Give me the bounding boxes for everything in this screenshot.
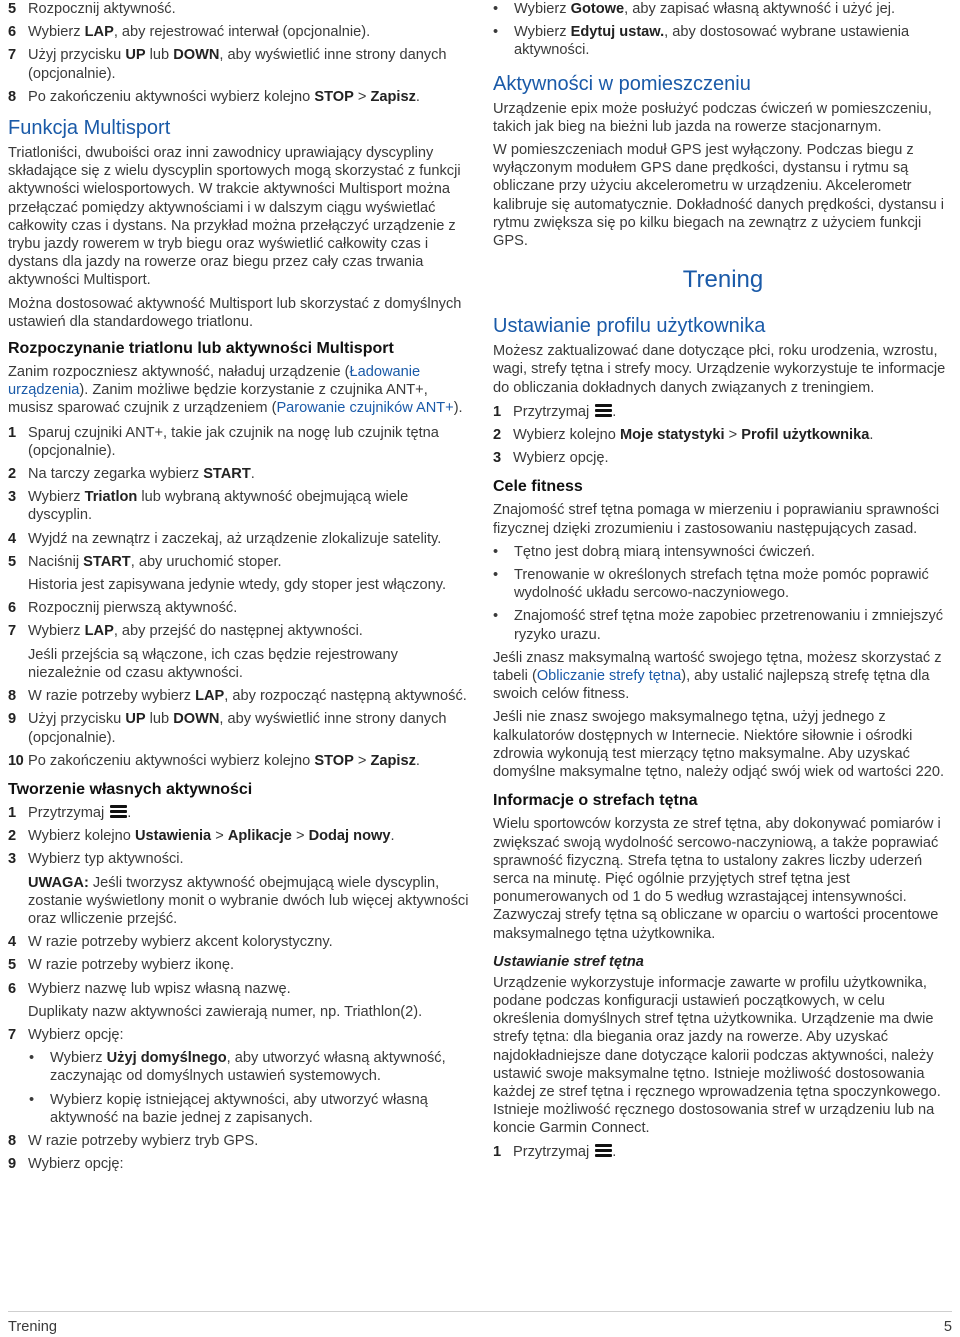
list-item: 2 Na tarczy zegarka wybierz START. (8, 466, 255, 483)
step-note: Jeśli przejścia są włączone, ich czas będzie rejestrowany niezależnie od czasu aktywności. (28, 646, 398, 681)
list-item: 7 Wybierz opcję: (8, 1026, 124, 1043)
step-note: Duplikaty nazw aktywności zawierają numer, np. Triathlon(2). (28, 1003, 423, 1020)
subsection-title-custom-activities: Tworzenie własnych aktywności (8, 780, 253, 798)
list-item: 4 W razie potrzeby wybierz akcent kolorystyczny. (8, 934, 333, 951)
bullet-item: • Trenowanie w określonych strefach tętna może pomóc poprawić wydolność układu sercowo-naczyniowego. (493, 567, 929, 602)
list-item: 2 Wybierz kolejno Ustawienia > Aplikacje > Dodaj nowy. (8, 828, 395, 845)
list-item: 6 Wybierz nazwę lub wpisz własną nazwę. (8, 980, 291, 997)
section-title-indoor: Aktywności w pomieszczeniu (493, 72, 751, 95)
list-item: 5 Naciśnij START, aby uruchomić stoper. (8, 553, 282, 570)
left-column (8, 0, 470, 1178)
footer-section: Trening (8, 1319, 57, 1335)
list-item: 8 W razie potrzeby wybierz LAP, aby rozpocząć następną aktywność. (8, 688, 467, 705)
list-item: 3 Wybierz typ aktywności. (8, 851, 184, 868)
paragraph: Wielu sportowców korzysta ze stref tętna, aby dokonywać pomiarów i zwiększać swoją wydolność sercowo-naczyniową, a także poprawiać sprawność fizyczną. Strefa tętna to ustalony zakres liczby uderzeń serca na minutę. Pięć ogólnie przyjętych stref tętna jest ponumerowanych od 1 do 5 według wzrastającej intensywności. Zazwyczaj strefy tętna są obliczane w oparciu o wartości procentowe maksymalnego tętna użytkownika. (493, 816, 941, 942)
paragraph: Urządzenie wykorzystuje informacje zawarte w profilu użytkownika, podane podczas konfiguracji ustawień początkowych, w celu określenia domyślnych stref tętna użytkownika. Urządzenie ma dwie strefy tętna: dla biegania oraz jazdy na rowerze. Aby uzyskać najdokładniejsze dane dotyczące kalorii podczas aktywności, należy ustawić swoje maksymalne tętno. Istnieje możliwość dostosowania każdej ze stref tętna i ręcznego wprowadzenia tętna spoczynkowego. Istnieje możliwość ręcznego dostosowania stref w urządzeniu lub na koncie Garmin Connect. (493, 974, 941, 1137)
subsection-title-hr-zones: Informacje o strefach tętna (493, 792, 698, 810)
list-item: 1 Przytrzymaj . (8, 804, 132, 821)
menu-icon (595, 1144, 612, 1157)
list-item: 3 Wybierz Triatlon lub wybraną aktywność obejmującą wiele dyscyplin. (8, 489, 409, 524)
step-note: Historia jest zapisywana jedynie wtedy, gdy stoper jest włączony. (28, 577, 447, 594)
bullet-item: • Wybierz Edytuj ustaw., aby dostosować wybrane ustawienia aktywności. (493, 24, 910, 59)
link-charging[interactable]: Ładowanie urządzenia (8, 364, 421, 399)
list-item: 4 Wyjdź na zewnątrz i zaczekaj, aż urządzenie zlokalizuje satelity. (8, 530, 442, 547)
list-item: 6 Rozpocznij pierwszą aktywność. (8, 600, 238, 617)
list-item: 7 Wybierz LAP, aby przejść do następnej aktywności. (8, 623, 363, 640)
paragraph: W pomieszczeniach moduł GPS jest wyłączony. Podczas biegu z wyłączonym modułem GPS dane prędkości, dystansu i rytmu są obliczane przy użyciu akcelerometru w urządzeniu. Akcelerometr kalibruje się automatycznie. Dokładność danych prędkości, dystansu i rytmu zwiększa się po kilku biegach na zewnątrz z użyciem funkcji GPS. (493, 142, 945, 250)
list-item: 5 W razie potrzeby wybierz ikonę. (8, 957, 235, 974)
menu-icon (595, 404, 612, 417)
list-item: 9 Wybierz opcję: (8, 1156, 124, 1173)
paragraph: Możesz zaktualizować dane dotyczące płci, roku urodzenia, wzrostu, wagi, strefy tętna i strefy mocy. Urządzenie wykorzystuje te informacje do obliczania dokładnych danych związanych z treningiem. (493, 343, 946, 396)
paragraph: Triatloniści, dwuboiści oraz inni zawodnicy uprawiający dyscypliny składające się z wielu dyscyplin sportowych mogą skorzystać z funkcji aktywności wielosportowych. W trakcie aktywności Multisport można przełączać pomiędzy aktywnościami i w dalszym ciągu wyświetlać całkowity czas i dystans. Na przykład można przełączyć urządzenie z trybu jazdy rowerem w tryb biegu oraz wyświetlić całkowity czas i dystans dla jazdy na rowerze oraz biegu przez cały czas trwania aktywności Multisport. (8, 145, 461, 289)
list-item: 1 Przytrzymaj . (493, 1143, 617, 1160)
paragraph: Jeśli znasz maksymalną wartość swojego tętna, możesz skorzystać z tabeli (Obliczanie strefy tętna), aby ustalić najlepszą strefę tętna dla swoich celów fitness. (493, 649, 942, 703)
link-pairing-ant[interactable]: Parowanie czujników ANT+ (276, 400, 454, 417)
list-item: 10 Po zakończeniu aktywności wybierz kolejno STOP > Zapisz. (8, 752, 420, 769)
bullet-item: • Wybierz Gotowe, aby zapisać własną aktywność i użyć jej. (493, 1, 896, 17)
triathlon-steps (8, 424, 470, 770)
bullet-item: • Wybierz kopię istniejącej aktywności, aby utworzyć własną aktywność na bazie jednej z zapisanych. (29, 1091, 428, 1126)
footer-divider (8, 1311, 952, 1312)
paragraph: Jeśli nie znasz swojego maksymalnego tętna, użyj jednego z kalkulatorów dostępnych w Internecie. Niektóre siłownie i ośrodki zdrowia wykonują test mierzący tętno maksymalne. Aby uzyskać domyślne maksymalne tętno, należy odjąć swój wiek od wartości 220. (493, 709, 944, 781)
paragraph: Urządzenie epix może posłużyć podczas ćwiczeń w pomieszczeniu, takich jak bieg na bieżni lub jazda na rowerze stacjonarnym. (493, 100, 932, 135)
list-item: 1 Przytrzymaj . (493, 403, 617, 420)
step-note: UWAGA: Jeśli tworzysz aktywność obejmującą wiele dyscyplin, zostanie wyświetlony monit o wybranie dwóch lub więcej aktywności oraz wlliczenie przejść. (28, 874, 469, 927)
paragraph: Znajomość stref tętna pomaga w mierzeniu i poprawianiu sprawności fizycznej dzięki zrozumieniu i zastosowaniu następujących zasad. (493, 502, 940, 537)
list-item: 5 Rozpocznij aktywność. (8, 1, 176, 17)
section-title-user-profile: Ustawianie profilu użytkownika (493, 315, 766, 338)
list-item: 2 Wybierz kolejno Moje statystyki > Profil użytkownika. (493, 427, 874, 444)
paragraph: Zanim rozpoczniesz aktywność, naładuj urządzenie (Ładowanie urządzenia). Zanim możliwe będzie korzystanie z czujnika ANT+, musisz sparować czujnik z urządzeniem (Parowanie czujników ANT+). (8, 364, 463, 417)
subsection-title-fitness-goals: Cele fitness (493, 478, 583, 496)
chapter-title: Trening (682, 266, 764, 294)
page-number: 5 (943, 1319, 952, 1335)
bullet-item: • Tętno jest dobrą miarą intensywności ćwiczeń. (493, 543, 815, 560)
list-item: 3 Wybierz opcję. (493, 450, 609, 467)
paragraph: Można dostosować aktywność Multisport lub skorzystać z domyślnych ustawień dla standardowego triatlonu. (8, 295, 462, 330)
list-item: 1 Sparuj czujniki ANT+, takie jak czujnik na nogę lub czujnik tętna (opcjonalnie). (8, 424, 439, 459)
subsection-title-set-hr-zones: Ustawianie stref tętna (493, 953, 644, 970)
list-item: 9 Użyj przycisku UP lub DOWN, aby wyświetlić inne strony danych (opcjonalnie). (8, 711, 447, 746)
list-item: 7 Użyj przycisku UP lub DOWN, aby wyświetlić inne strony danych (opcjonalnie). (8, 47, 447, 82)
bullet-item: • Wybierz Użyj domyślnego, aby utworzyć własną aktywność, zaczynając od domyślnych ustawień systemowych. (29, 1050, 446, 1085)
continued-steps (8, 0, 470, 106)
right-column (493, 0, 953, 1166)
subsection-title-triathlon: Rozpoczynanie triatlonu lub aktywności Multisport (8, 340, 394, 358)
bullet-item: • Znajomość stref tętna może zapobiec przetrenowaniu i zmniejszyć ryzyko urazu. (493, 608, 944, 643)
list-item: 8 W razie potrzeby wybierz tryb GPS. (8, 1132, 259, 1149)
list-item: 6 Wybierz LAP, aby rejestrować interwał (opcjonalnie). (8, 24, 371, 41)
section-title-multisport: Funkcja Multisport (8, 117, 171, 140)
link-hr-zones-calc[interactable]: Obliczanie strefy tętna (536, 668, 682, 685)
list-item: 8 Po zakończeniu aktywności wybierz kolejno STOP > Zapisz. (8, 88, 420, 105)
menu-icon (110, 805, 127, 818)
